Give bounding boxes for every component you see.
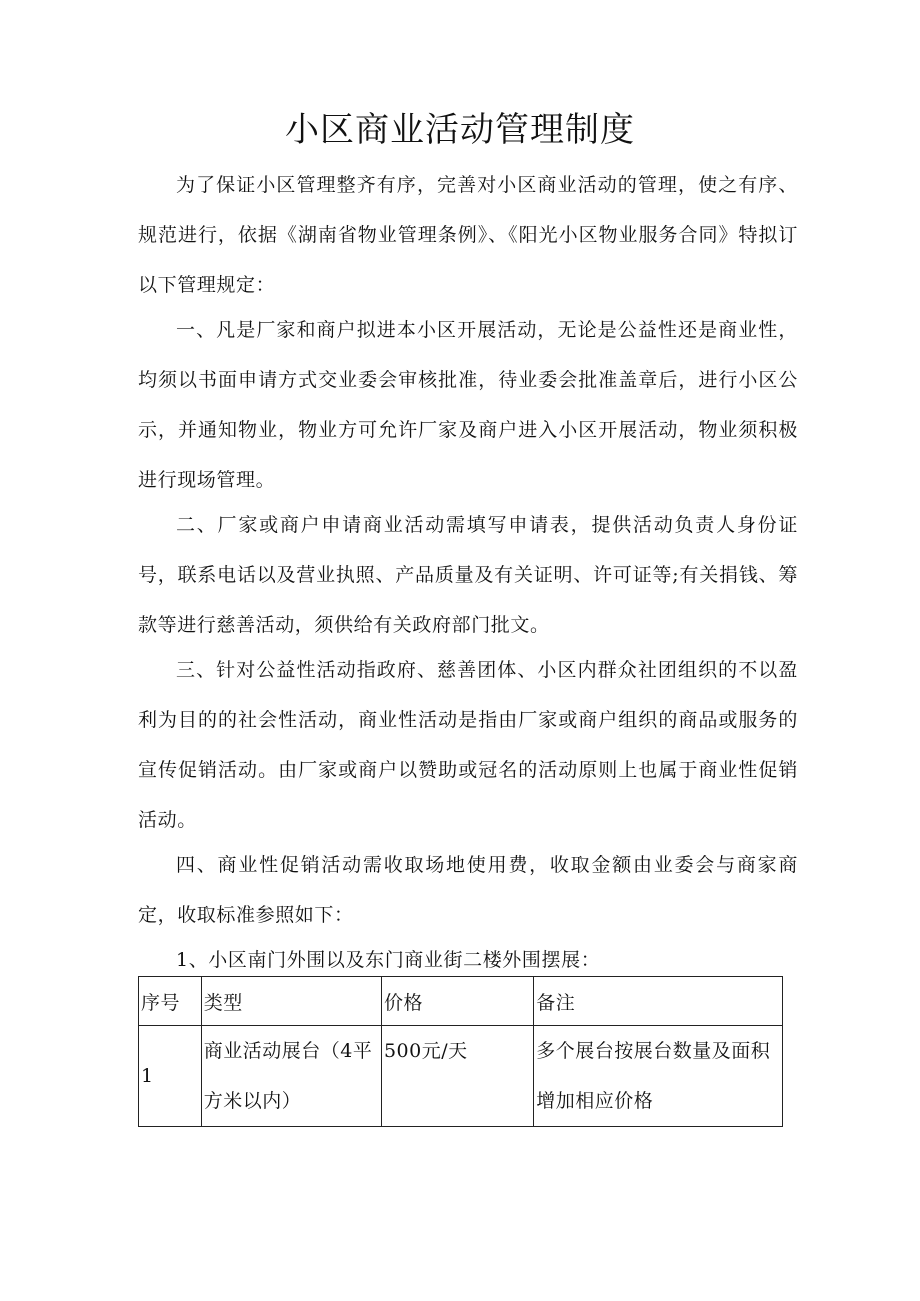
cell-type: 商业活动展台（4平方米以内） bbox=[201, 1026, 381, 1127]
header-index: 序号 bbox=[139, 977, 202, 1026]
header-price: 价格 bbox=[381, 977, 533, 1026]
cell-index: 1 bbox=[139, 1026, 202, 1127]
header-note: 备注 bbox=[534, 977, 783, 1026]
fee-section-heading: 1、小区南门外围以及东门商业街二楼外围摆展： bbox=[176, 949, 601, 971]
clause-3-paragraph: 三、针对公益性活动指政府、慈善团体、小区内群众社团组织的不以盈利为目的的社会性活动，商业性活动是指由厂家或商户组织的商品或服务的宣传促销活动。由厂家或商户以赞助或冠名的活动原则上也属于商业性促销活动。 bbox=[138, 659, 798, 831]
intro-paragraph: 为了保证小区管理整齐有序，完善对小区商业活动的管理，使之有序、规范进行，依据《湖南省物业管理条例》、《阳光小区物业服务合同》特拟订以下管理规定： bbox=[138, 174, 798, 296]
table-header-row bbox=[139, 977, 783, 1026]
cell-price: 500元/天 bbox=[381, 1026, 533, 1127]
fee-table bbox=[138, 976, 783, 1127]
document-title: 小区商业活动管理制度 bbox=[285, 110, 635, 150]
cell-note: 多个展台按展台数量及面积增加相应价格 bbox=[534, 1026, 783, 1127]
table-row bbox=[139, 1026, 783, 1127]
clause-1-paragraph: 一、凡是厂家和商户拟进本小区开展活动，无论是公益性还是商业性，均须以书面申请方式交业委会审核批准，待业委会批准盖章后，进行小区公示，并通知物业，物业方可允许厂家及商户进入小区开展活动，物业须积极进行现场管理。 bbox=[138, 319, 798, 491]
clause-4-paragraph: 四、商业性促销活动需收取场地使用费，收取金额由业委会与商家商定，收取标准参照如下： bbox=[138, 854, 798, 926]
header-type: 类型 bbox=[201, 977, 381, 1026]
clause-2-paragraph: 二、厂家或商户申请商业活动需填写申请表，提供活动负责人身份证号，联系电话以及营业执照、产品质量及有关证明、许可证等;有关捐钱、筹款等进行慈善活动，须供给有关政府部门批文。 bbox=[138, 514, 798, 636]
